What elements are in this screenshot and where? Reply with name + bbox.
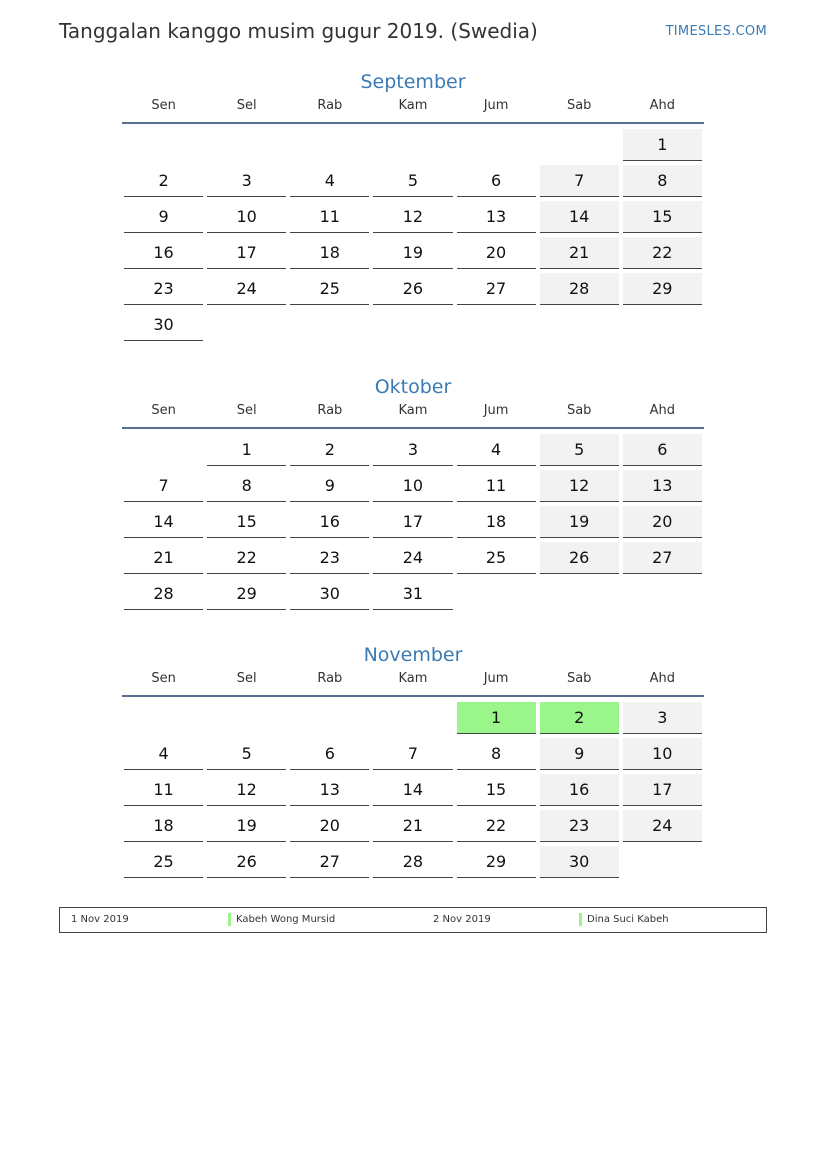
day-number: 14 [540, 201, 619, 233]
day-cell [288, 774, 371, 810]
day-cell [621, 506, 704, 542]
brand-logo[interactable]: TIMESLES.COM [665, 24, 767, 39]
day-number: 11 [290, 201, 369, 233]
empty-day-cell [288, 702, 371, 738]
day-number: 8 [207, 470, 286, 502]
weekday-label: Sen [151, 98, 176, 113]
day-cell [122, 774, 205, 810]
day-number: 3 [373, 434, 452, 466]
day-number: 9 [540, 738, 619, 770]
day-number: 6 [290, 738, 369, 770]
day-number: 19 [540, 506, 619, 538]
day-cell [621, 165, 704, 201]
weekday-label: Sel [236, 671, 257, 686]
day-cell [288, 542, 371, 578]
day-number [373, 702, 452, 733]
day-cell [538, 542, 621, 578]
day-cell [621, 470, 704, 506]
day-cell [288, 810, 371, 846]
weekday-header [122, 669, 704, 697]
day-cell [288, 506, 371, 542]
day-cell [538, 273, 621, 309]
day-cell [371, 201, 454, 237]
day-number: 16 [540, 774, 619, 806]
day-number: 1 [623, 129, 702, 161]
day-cell [538, 434, 621, 470]
day-cell [288, 846, 371, 882]
day-number: 26 [207, 846, 286, 878]
day-number: 28 [540, 273, 619, 305]
day-cell [205, 237, 288, 273]
day-number: 27 [290, 846, 369, 878]
day-number: 29 [457, 846, 536, 878]
weekday-label: Sab [566, 98, 592, 113]
day-number [124, 434, 203, 465]
weekday-label: Jum [483, 98, 509, 113]
day-cell [538, 506, 621, 542]
day-number: 17 [373, 506, 452, 538]
page-title: Tanggalan kanggo musim gugur 2019. (Swedia) [59, 19, 538, 43]
day-cell [371, 542, 454, 578]
day-number [290, 702, 369, 733]
day-number: 17 [207, 237, 286, 269]
day-number: 11 [124, 774, 203, 806]
day-number: 5 [207, 738, 286, 770]
day-cell [455, 273, 538, 309]
day-cell [122, 237, 205, 273]
day-cell [538, 201, 621, 237]
day-cell [288, 470, 371, 506]
day-cell [455, 542, 538, 578]
day-grid [122, 697, 704, 882]
day-number: 22 [623, 237, 702, 269]
day-number [207, 702, 286, 733]
day-number: 27 [623, 542, 702, 574]
day-cell [122, 846, 205, 882]
day-number: 27 [457, 273, 536, 305]
day-cell [288, 738, 371, 774]
day-number: 1 [207, 434, 286, 466]
month-name: November [363, 644, 463, 666]
day-cell [621, 237, 704, 273]
day-cell [455, 237, 538, 273]
legend-name-2: Dina Suci Kabeh [587, 914, 669, 925]
day-cell [122, 810, 205, 846]
day-number: 24 [373, 542, 452, 574]
day-number: 2 [290, 434, 369, 466]
weekday-label: Ahd [649, 98, 675, 113]
legend-name-1: Kabeh Wong Mursid [236, 914, 336, 925]
day-cell [538, 237, 621, 273]
day-cell [205, 470, 288, 506]
day-cell [205, 542, 288, 578]
day-cell [205, 165, 288, 201]
day-cell [122, 273, 205, 309]
day-cell [371, 738, 454, 774]
legend-date-2: 2 Nov 2019 [433, 914, 491, 925]
day-cell [205, 201, 288, 237]
weekday-header [122, 401, 704, 429]
weekday-label: Jum [483, 671, 509, 686]
weekday-label: Sab [566, 403, 592, 418]
day-number: 9 [290, 470, 369, 502]
weekday-label: Sen [151, 671, 176, 686]
day-number [124, 702, 203, 733]
day-cell [288, 237, 371, 273]
day-cell [455, 702, 538, 738]
day-cell [122, 738, 205, 774]
day-number: 1 [457, 702, 536, 734]
weekday-label: Kam [398, 403, 428, 418]
day-number [290, 129, 369, 160]
day-cell [538, 165, 621, 201]
day-cell [205, 774, 288, 810]
day-number: 8 [457, 738, 536, 770]
day-number: 10 [207, 201, 286, 233]
weekday-label: Sen [151, 403, 176, 418]
day-cell [288, 165, 371, 201]
day-cell [538, 846, 621, 882]
day-cell [455, 846, 538, 882]
day-number: 14 [373, 774, 452, 806]
day-cell [455, 738, 538, 774]
day-cell [455, 165, 538, 201]
day-cell [621, 201, 704, 237]
day-cell [288, 273, 371, 309]
day-number [124, 129, 203, 160]
empty-day-cell [122, 434, 205, 470]
day-cell [455, 506, 538, 542]
day-number: 10 [373, 470, 452, 502]
day-cell [371, 237, 454, 273]
weekday-label: Sel [236, 98, 257, 113]
day-cell [371, 774, 454, 810]
day-number: 30 [540, 846, 619, 878]
weekday-label: Jum [483, 403, 509, 418]
day-cell [371, 434, 454, 470]
day-number: 16 [290, 506, 369, 538]
empty-day-cell [455, 129, 538, 165]
day-number: 7 [540, 165, 619, 197]
day-cell [205, 506, 288, 542]
day-number: 12 [540, 470, 619, 502]
empty-day-cell [371, 702, 454, 738]
day-number: 3 [207, 165, 286, 197]
day-cell [371, 810, 454, 846]
day-number: 7 [373, 738, 452, 770]
day-cell [122, 309, 205, 345]
day-cell [122, 578, 205, 614]
day-number: 5 [373, 165, 452, 197]
day-cell [455, 434, 538, 470]
day-cell [288, 578, 371, 614]
day-number: 22 [457, 810, 536, 842]
day-number: 23 [290, 542, 369, 574]
day-number: 20 [623, 506, 702, 538]
legend-color-1 [228, 913, 231, 926]
day-number: 11 [457, 470, 536, 502]
weekday-label: Rab [317, 98, 343, 113]
day-number [540, 129, 619, 160]
day-number: 7 [124, 470, 203, 502]
month-name: Oktober [374, 376, 452, 398]
day-cell [122, 470, 205, 506]
day-number: 26 [373, 273, 452, 305]
day-number: 13 [623, 470, 702, 502]
day-number: 19 [373, 237, 452, 269]
day-cell [371, 578, 454, 614]
day-number: 18 [457, 506, 536, 538]
legend-date-1: 1 Nov 2019 [71, 914, 129, 925]
day-cell [371, 846, 454, 882]
day-number: 4 [290, 165, 369, 197]
day-number: 12 [207, 774, 286, 806]
day-number: 15 [623, 201, 702, 233]
month-oktober [122, 373, 704, 614]
day-number: 31 [373, 578, 452, 610]
day-number: 12 [373, 201, 452, 233]
day-cell [205, 578, 288, 614]
weekday-header [122, 96, 704, 124]
day-number: 2 [124, 165, 203, 197]
month-september [122, 68, 704, 345]
day-cell [455, 201, 538, 237]
day-number: 3 [623, 702, 702, 734]
weekday-label: Ahd [649, 403, 675, 418]
day-cell [122, 506, 205, 542]
day-cell [205, 738, 288, 774]
day-number: 28 [373, 846, 452, 878]
day-number: 5 [540, 434, 619, 466]
day-cell [538, 702, 621, 738]
day-cell [455, 810, 538, 846]
empty-day-cell [288, 129, 371, 165]
empty-day-cell [122, 129, 205, 165]
day-number: 23 [540, 810, 619, 842]
day-cell [122, 542, 205, 578]
day-cell [288, 434, 371, 470]
day-cell [538, 810, 621, 846]
day-number: 25 [290, 273, 369, 305]
day-number: 21 [373, 810, 452, 842]
day-number: 30 [290, 578, 369, 610]
weekday-label: Sab [566, 671, 592, 686]
legend-color-2 [579, 913, 582, 926]
day-number: 4 [457, 434, 536, 466]
day-number: 22 [207, 542, 286, 574]
day-number: 28 [124, 578, 203, 610]
day-cell [621, 810, 704, 846]
holiday-legend [59, 907, 767, 933]
day-number: 24 [207, 273, 286, 305]
day-cell [538, 774, 621, 810]
day-number: 10 [623, 738, 702, 770]
day-number: 19 [207, 810, 286, 842]
day-cell [621, 434, 704, 470]
day-number: 13 [290, 774, 369, 806]
day-number: 18 [290, 237, 369, 269]
day-number: 4 [124, 738, 203, 770]
empty-day-cell [205, 702, 288, 738]
day-number: 2 [540, 702, 619, 734]
weekday-label: Rab [317, 403, 343, 418]
day-cell [205, 434, 288, 470]
empty-day-cell [538, 129, 621, 165]
day-number [207, 129, 286, 160]
day-number [457, 129, 536, 160]
day-number: 29 [623, 273, 702, 305]
day-cell [621, 738, 704, 774]
day-number: 6 [623, 434, 702, 466]
day-number: 8 [623, 165, 702, 197]
empty-day-cell [122, 702, 205, 738]
day-cell [455, 774, 538, 810]
day-number: 21 [540, 237, 619, 269]
weekday-label: Sel [236, 403, 257, 418]
day-number: 9 [124, 201, 203, 233]
day-number: 30 [124, 309, 203, 341]
day-number: 25 [457, 542, 536, 574]
weekday-label: Ahd [649, 671, 675, 686]
day-cell [371, 470, 454, 506]
day-cell [538, 738, 621, 774]
day-cell [621, 542, 704, 578]
day-cell [621, 129, 704, 165]
day-cell [205, 273, 288, 309]
day-number: 21 [124, 542, 203, 574]
month-name: September [360, 71, 466, 93]
day-number: 18 [124, 810, 203, 842]
day-number: 29 [207, 578, 286, 610]
day-cell [538, 470, 621, 506]
day-cell [371, 273, 454, 309]
day-number: 16 [124, 237, 203, 269]
day-number: 20 [290, 810, 369, 842]
empty-day-cell [371, 129, 454, 165]
day-number: 14 [124, 506, 203, 538]
weekday-label: Kam [398, 98, 428, 113]
day-number: 6 [457, 165, 536, 197]
day-cell [122, 165, 205, 201]
day-cell [621, 273, 704, 309]
day-cell [205, 810, 288, 846]
day-grid [122, 429, 704, 614]
day-number: 25 [124, 846, 203, 878]
day-number [373, 129, 452, 160]
weekday-label: Rab [317, 671, 343, 686]
day-cell [621, 774, 704, 810]
day-number: 15 [207, 506, 286, 538]
day-cell [205, 846, 288, 882]
day-number: 26 [540, 542, 619, 574]
day-cell [371, 165, 454, 201]
day-cell [455, 470, 538, 506]
day-number: 13 [457, 201, 536, 233]
day-number: 20 [457, 237, 536, 269]
day-number: 23 [124, 273, 203, 305]
day-number: 15 [457, 774, 536, 806]
weekday-label: Kam [398, 671, 428, 686]
day-grid [122, 124, 704, 345]
day-number: 24 [623, 810, 702, 842]
day-cell [122, 201, 205, 237]
day-cell [288, 201, 371, 237]
day-cell [371, 506, 454, 542]
day-cell [621, 702, 704, 738]
month-november [122, 641, 704, 882]
empty-day-cell [205, 129, 288, 165]
day-number: 17 [623, 774, 702, 806]
